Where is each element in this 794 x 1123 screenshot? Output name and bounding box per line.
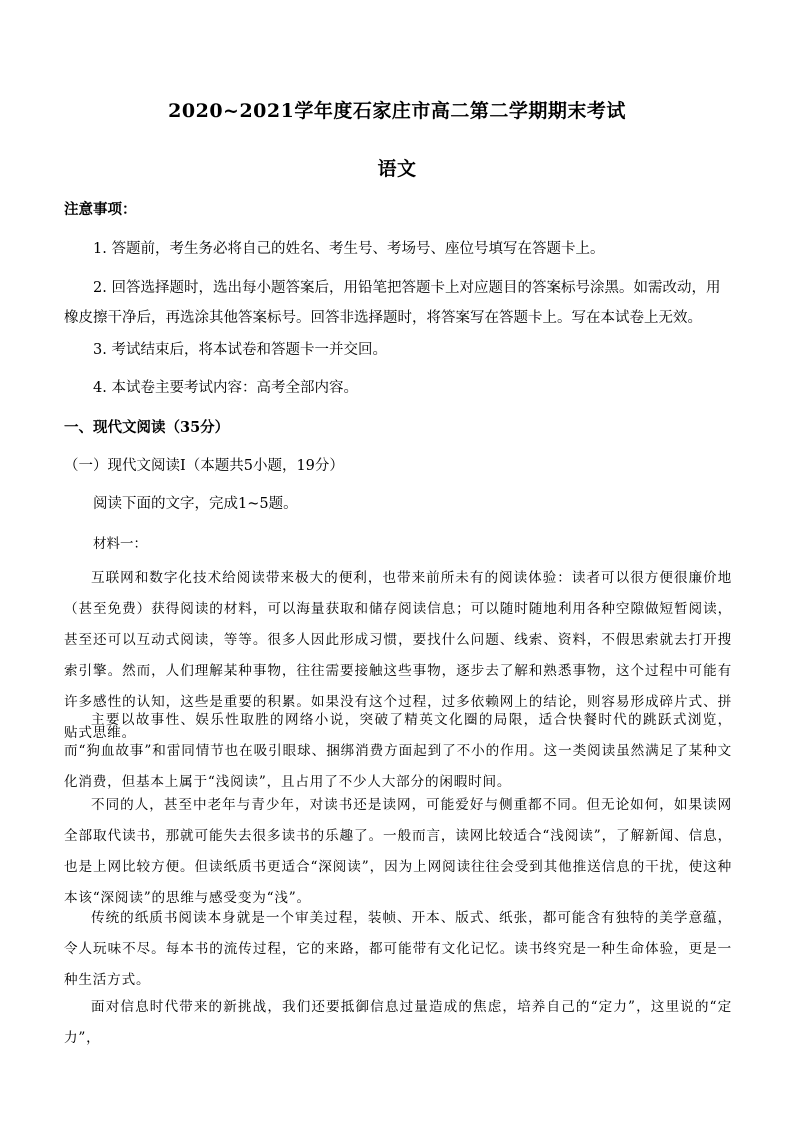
notice-item-1: 1. 答题前，考生务必将自己的姓名、考生号、考场号、座位号填写在答题卡上。 xyxy=(93,241,605,257)
passage-paragraph-2: 主要以故事性、娱乐性取胜的网络小说，突破了精英文化圈的局限，适合快餐时代的跳跃式浏览，而“狗血故事”和雷同情节也在吸引眼球、捆绑消费方面起到了不小的作用。这一类阅读虽然满足了某种文化消费，但基本上属于“浅阅读”，且占用了不少人大部分的闲暇时间。 xyxy=(64,712,732,790)
exam-title: 2020~2021学年度石家庄市高二第二学期期末考试 xyxy=(168,100,626,122)
section-subheading: （一）现代文阅读Ⅰ（本题共5小题，19分） xyxy=(64,458,344,474)
material-label: 材料一： xyxy=(93,536,147,552)
notice-item-2: 2. 回答选择题时，选出每小题答案后，用铅笔把答题卡上对应题目的答案标号涂黑。如需改动，用橡皮擦干净后，再选涂其他答案标号。回答非选择题时，将答案写在答题卡上。写在本试卷上无效。 xyxy=(64,280,721,326)
notice-item-4: 4. 本试卷主要考试内容：高考全部内容。 xyxy=(93,380,358,396)
passage-paragraph-3: 不同的人，甚至中老年与青少年，对读书还是读网，可能爱好与侧重都不同。但无论如何，如果读网全部取代读书，那就可能失去很多读书的乐趣了。一般而言，读网比较适合“浅阅读”，了解新闻、信息，也是上网比较方便。但读纸质书更适合“深阅读”，因为上网阅读往往会受到其他推送信息的干扰，使这种本该“深阅读”的思维与感受变为“浅”。 xyxy=(64,797,732,906)
passage-paragraph-1: 互联网和数字化技术给阅读带来极大的便利，也带来前所未有的阅读体验：读者可以很方便很廉价地（甚至免费）获得阅读的材料，可以海量获取和储存阅读信息；可以随时随地利用各种空隙做短暂阅读，甚至还可以互动式阅读，等等。很多人因此形成习惯，要找什么问题、线索、资料，不假思索就去打开搜索引擎。然而，人们理解某种事物，往往需要接触这些事物，逐步去了解和熟悉事物，这个过程中可能有许多感性的认知，这些是重要的积累。如果没有这个过程，过多依赖网上的结论，则容易形成碎片式、拼贴式思维。 xyxy=(64,570,732,741)
notice-item-3: 3. 考试结束后，将本试卷和答题卡一并交回。 xyxy=(93,342,387,358)
passage-paragraph-4: 传统的纸质书阅读本身就是一个审美过程，装帧、开本、版式、纸张，都可能含有独特的美学意蕴，令人玩味不尽。每本书的流传过程，它的来路，都可能带有文化记忆。读书终究是一种生命体验，更是一种生活方式。 xyxy=(64,910,732,988)
reading-instruction: 阅读下面的文字，完成1~5题。 xyxy=(93,496,298,512)
notice-heading: 注意事项： xyxy=(64,201,137,218)
subject-title: 语文 xyxy=(377,158,417,180)
section-heading: 一、现代文阅读（35分） xyxy=(64,419,230,436)
passage-paragraph-5: 面对信息时代带来的新挑战，我们还要抵御信息过量造成的焦虑，培养自己的“定力”，这里说的“定力”， xyxy=(64,999,732,1046)
